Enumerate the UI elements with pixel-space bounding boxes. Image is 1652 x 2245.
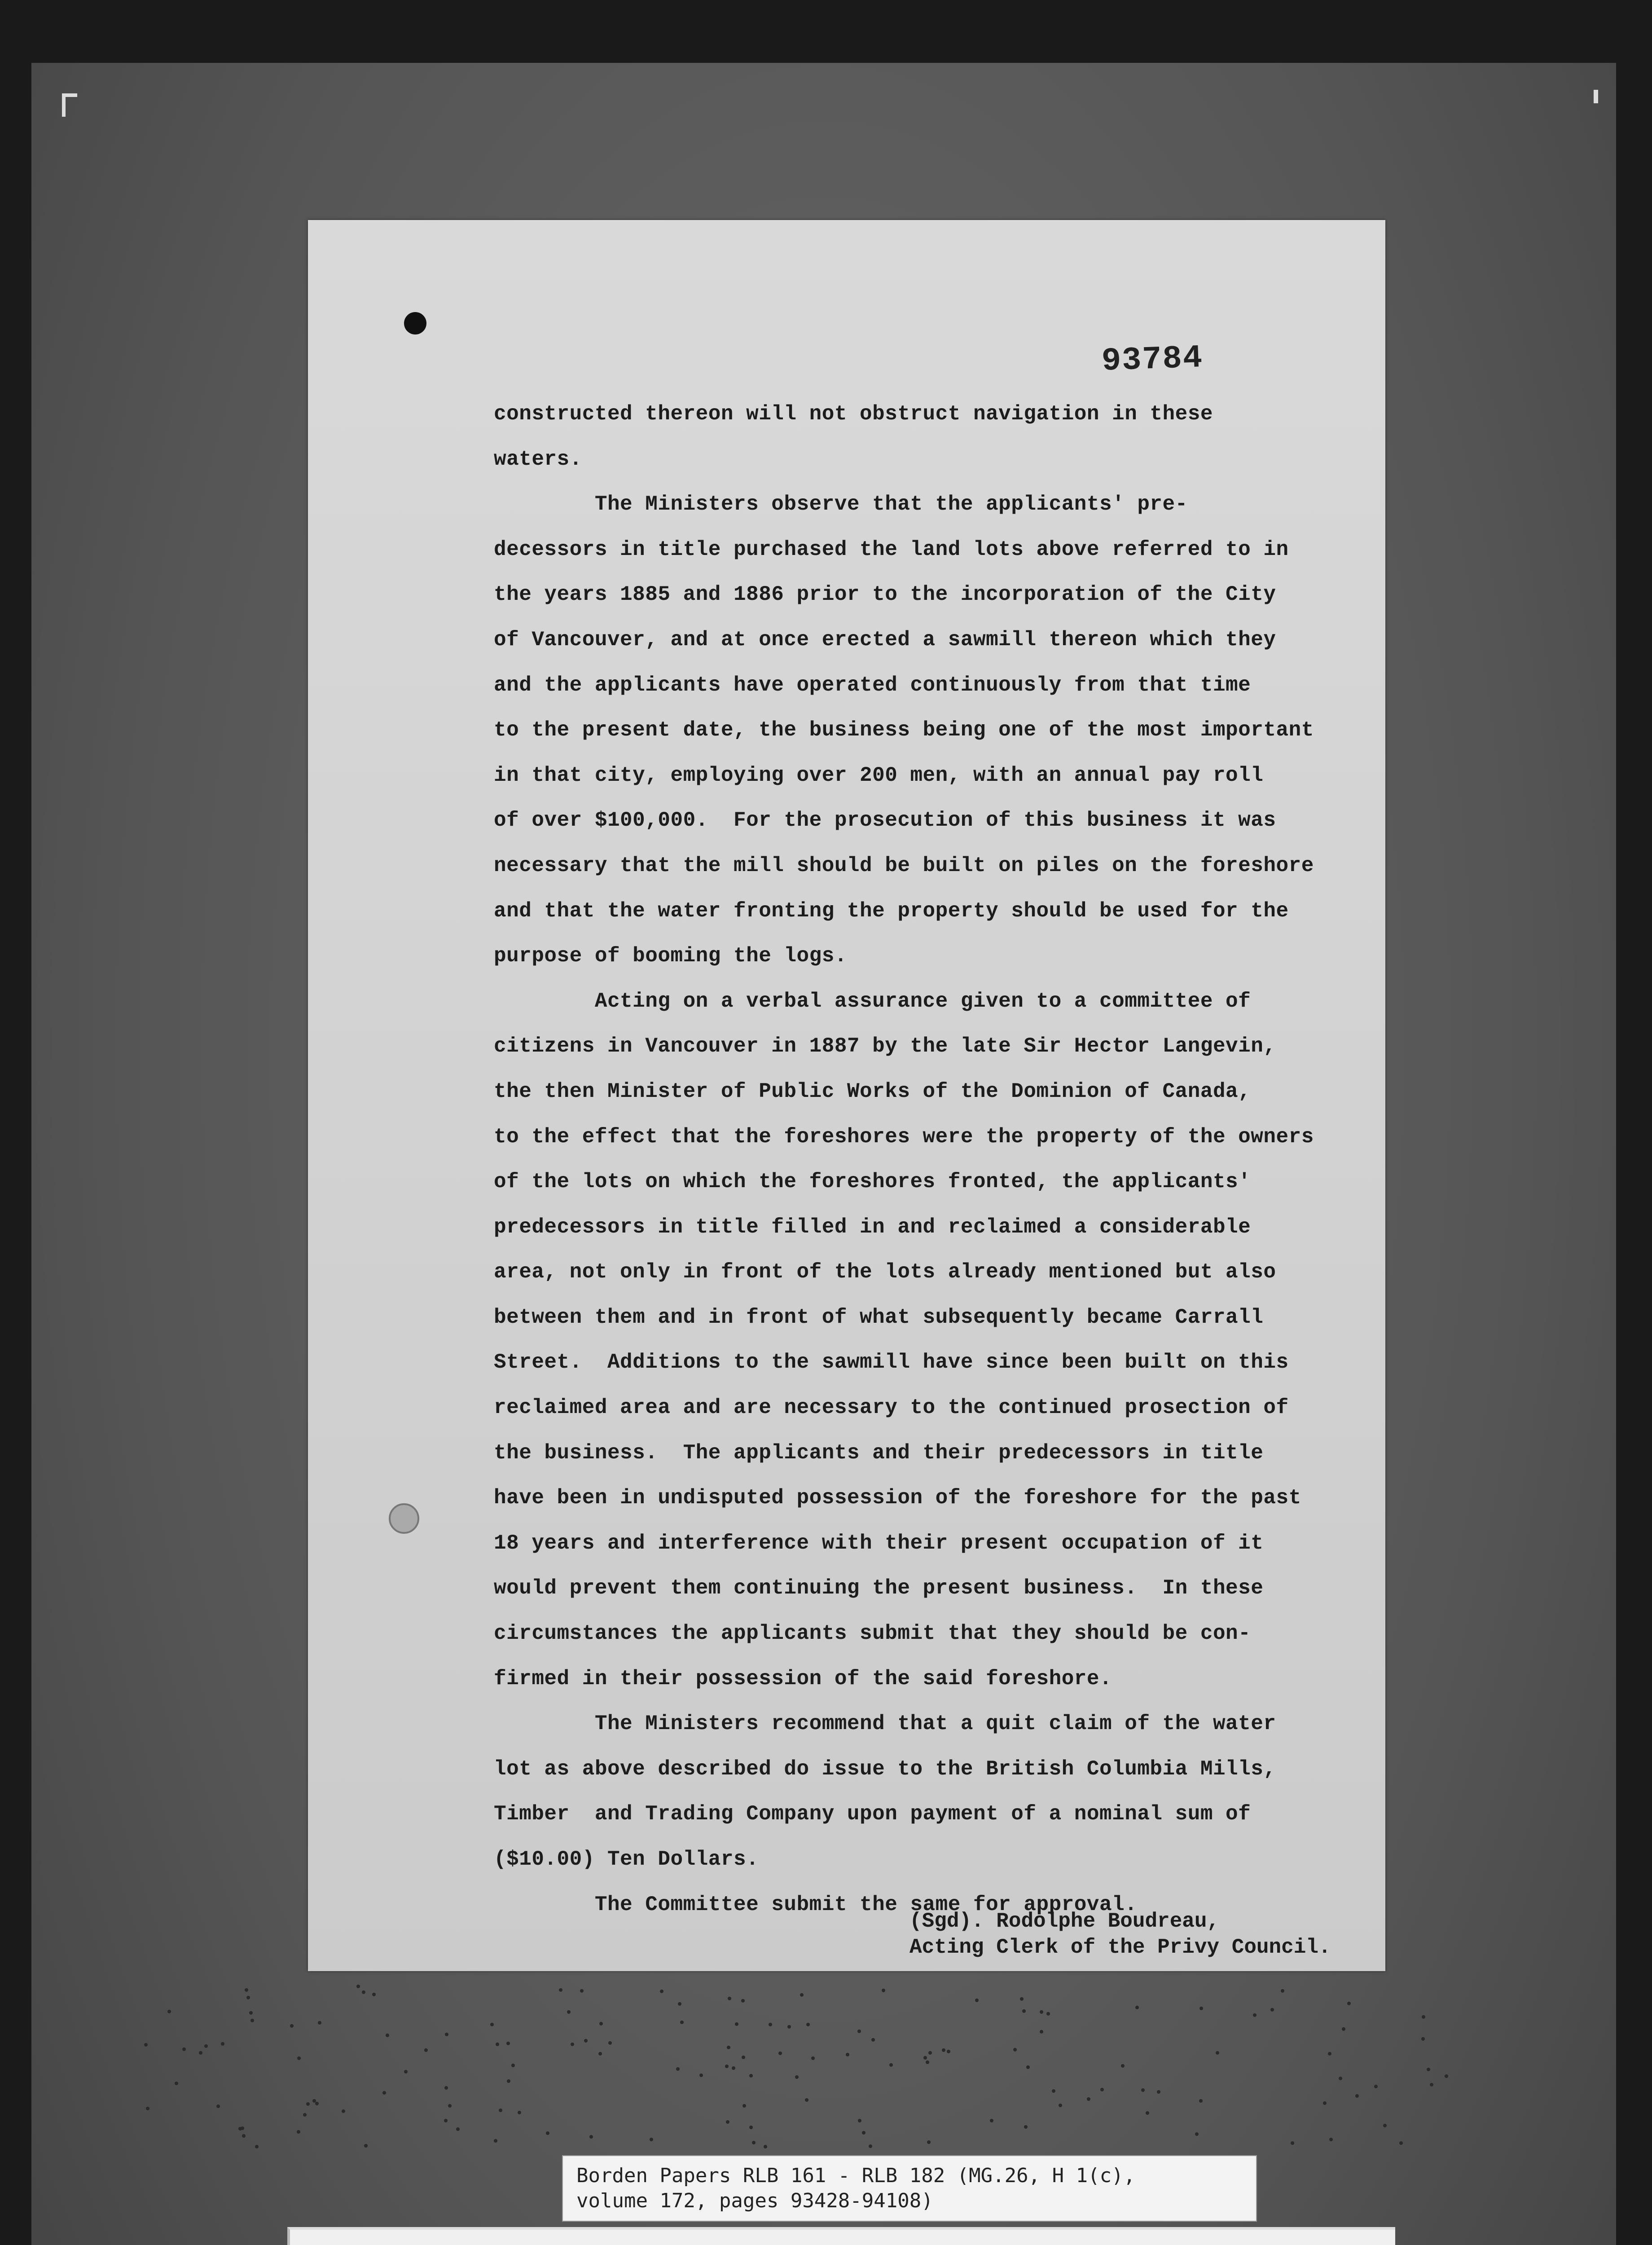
text-line: of Vancouver, and at once erected a sawmill thereon which they bbox=[494, 628, 1276, 651]
film-speck bbox=[1199, 2099, 1203, 2103]
text-line: waters. bbox=[494, 447, 582, 471]
film-speck bbox=[144, 2043, 148, 2047]
reference-line: Borden Papers RLB 161 - RLB 182 (MG.26, H 1(c), bbox=[576, 2164, 1136, 2187]
film-speck bbox=[1422, 2015, 1425, 2019]
film-speck bbox=[871, 2038, 875, 2042]
film-speck bbox=[927, 2140, 931, 2144]
film-speck bbox=[362, 1990, 365, 1994]
text-line: area, not only in front of the lots already mentioned but also bbox=[494, 1260, 1276, 1284]
page-number: 93784 bbox=[1101, 339, 1204, 380]
film-speck bbox=[571, 2043, 574, 2046]
film-speck bbox=[882, 1989, 885, 1992]
film-speck bbox=[255, 2145, 259, 2148]
film-speck bbox=[242, 2134, 246, 2138]
film-speck bbox=[318, 2021, 321, 2025]
film-speck bbox=[297, 2056, 301, 2060]
reference-line: volume 172, pages 93428-94108) bbox=[576, 2189, 933, 2212]
film-speck bbox=[1146, 2111, 1149, 2115]
film-speck bbox=[800, 1993, 804, 1997]
text-line: would prevent them continuing the present business. In these bbox=[494, 1576, 1264, 1600]
film-speck bbox=[306, 2102, 310, 2106]
film-speck bbox=[1339, 2077, 1342, 2080]
film-speck bbox=[1328, 2052, 1331, 2056]
film-speck bbox=[1195, 2132, 1199, 2136]
film-speck bbox=[928, 2051, 932, 2055]
text-line: and that the water fronting the property should be used for the bbox=[494, 899, 1289, 923]
film-speck bbox=[490, 2023, 494, 2026]
film-speck bbox=[559, 1988, 562, 1992]
text-line: to the present date, the business being one of the most important bbox=[494, 718, 1314, 742]
film-speck bbox=[238, 2127, 242, 2131]
text-line: between them and in front of what subsequently became Carrall bbox=[494, 1305, 1264, 1329]
film-speck bbox=[1291, 2141, 1294, 2145]
film-speck bbox=[1347, 2002, 1351, 2005]
film-speck bbox=[356, 1985, 360, 1988]
film-speck bbox=[1374, 2085, 1378, 2088]
film-speck bbox=[167, 2010, 171, 2013]
film-speck bbox=[584, 2039, 588, 2043]
film-speck bbox=[404, 2070, 408, 2073]
film-speck bbox=[1216, 2051, 1219, 2055]
film-speck bbox=[1141, 2088, 1145, 2092]
film-speck bbox=[204, 2044, 208, 2048]
film-speck bbox=[749, 2074, 753, 2078]
film-speck bbox=[735, 2022, 738, 2026]
film-speck bbox=[1026, 2065, 1030, 2069]
film-speck bbox=[1052, 2089, 1055, 2093]
text-line: The Committee submit the same for approval. bbox=[494, 1893, 1138, 1916]
text-line: to the effect that the foreshores were the property of the owners bbox=[494, 1125, 1314, 1149]
film-speck bbox=[660, 1990, 663, 1993]
film-speck bbox=[743, 2104, 746, 2108]
film-speck bbox=[1253, 2013, 1257, 2017]
archive-stamp-card bbox=[287, 2227, 1395, 2245]
text-line: in that city, employing over 200 men, with an annual pay roll bbox=[494, 763, 1264, 787]
body-text bbox=[494, 392, 1347, 1927]
text-line: and the applicants have operated continuously from that time bbox=[494, 673, 1251, 697]
frame-corner-mark-right bbox=[1594, 90, 1598, 103]
text-line: ($10.00) Ten Dollars. bbox=[494, 1848, 759, 1871]
film-speck bbox=[507, 2079, 510, 2083]
film-speck bbox=[1157, 2090, 1160, 2094]
film-speck bbox=[546, 2131, 549, 2135]
film-speck bbox=[221, 2042, 224, 2046]
film-speck bbox=[1135, 2006, 1139, 2009]
film-speck bbox=[290, 2024, 294, 2028]
signature-name: (Sgd). Rodolphe Boudreau, bbox=[909, 1910, 1220, 1933]
text-line: of over $100,000. For the prosecution of this business it was bbox=[494, 809, 1276, 832]
film-speck bbox=[1355, 2094, 1359, 2098]
film-speck bbox=[699, 2073, 703, 2077]
film-speck bbox=[448, 2104, 452, 2108]
text-line: predecessors in title filled in and reclaimed a considerable bbox=[494, 1215, 1251, 1239]
film-speck bbox=[1100, 2088, 1104, 2091]
film-speck bbox=[146, 2107, 149, 2110]
text-line: necessary that the mill should be built on piles on the foreshore bbox=[494, 854, 1314, 877]
film-speck bbox=[424, 2048, 428, 2052]
film-speck bbox=[778, 2051, 782, 2055]
film-speck bbox=[990, 2119, 993, 2122]
film-speck bbox=[728, 1997, 731, 2000]
text-line: The Ministers observe that the applicants' pre- bbox=[494, 493, 1188, 516]
text-line: The Ministers recommend that a quit claim of the water bbox=[494, 1712, 1276, 1736]
frame-corner-mark bbox=[62, 93, 77, 117]
film-speck bbox=[926, 2060, 929, 2064]
film-speck bbox=[445, 2033, 448, 2036]
film-speck bbox=[726, 2120, 729, 2124]
film-speck bbox=[580, 1989, 584, 1993]
film-speck bbox=[372, 1993, 376, 1996]
film-speck bbox=[805, 2098, 808, 2102]
film-speck bbox=[499, 2109, 502, 2112]
film-speck bbox=[1013, 2048, 1017, 2051]
film-speck bbox=[342, 2109, 345, 2113]
film-speck bbox=[752, 2141, 756, 2144]
film-speck bbox=[749, 2126, 753, 2129]
film-speck bbox=[250, 2019, 254, 2022]
film-speck bbox=[245, 1988, 248, 1992]
film-speck bbox=[182, 2047, 186, 2051]
text-line: Street. Additions to the sawmill have since been built on this bbox=[494, 1351, 1289, 1374]
film-speck bbox=[444, 2086, 448, 2090]
text-line: reclaimed area and are necessary to the continued prosection of bbox=[494, 1396, 1289, 1420]
film-speck bbox=[1430, 2083, 1433, 2087]
text-line: the business. The applicants and their predecessors in title bbox=[494, 1441, 1264, 1465]
film-speck bbox=[496, 2043, 499, 2046]
punch-hole bbox=[389, 1503, 419, 1534]
text-line: Acting on a verbal assurance given to a committee of bbox=[494, 989, 1251, 1013]
text-line: the years 1885 and 1886 prior to the incorporation of the City bbox=[494, 583, 1276, 607]
film-speck bbox=[764, 2145, 767, 2148]
film-speck bbox=[678, 2002, 681, 2006]
text-line: the then Minister of Public Works of the Dominion of Canada, bbox=[494, 1079, 1251, 1103]
film-speck bbox=[1323, 2101, 1327, 2105]
film-speck bbox=[889, 2063, 893, 2067]
film-speck bbox=[1024, 2125, 1028, 2129]
film-speck bbox=[382, 2091, 386, 2095]
signature-block bbox=[909, 1908, 1376, 1960]
film-speck bbox=[1199, 2007, 1203, 2010]
film-speck bbox=[727, 2046, 730, 2049]
text-line: purpose of booming the logs. bbox=[494, 944, 847, 968]
film-speck bbox=[1022, 2009, 1026, 2013]
film-speck bbox=[444, 2119, 448, 2122]
film-speck bbox=[1383, 2124, 1387, 2127]
text-line: of the lots on which the foreshores fronted, the applicants' bbox=[494, 1170, 1251, 1194]
film-speck bbox=[199, 2051, 202, 2055]
film-speck bbox=[1087, 2097, 1090, 2101]
text-line: lot as above described do issue to the British Columbia Mills, bbox=[494, 1757, 1276, 1781]
film-speck bbox=[1281, 1989, 1284, 1993]
film-speck bbox=[1445, 2074, 1448, 2078]
film-speck bbox=[650, 2138, 653, 2141]
film-speck bbox=[1040, 2030, 1043, 2034]
film-speck bbox=[862, 2131, 866, 2135]
film-speck bbox=[1059, 2104, 1062, 2107]
film-speck bbox=[297, 2130, 300, 2134]
text-line: 18 years and interference with their present occupation of it bbox=[494, 1531, 1264, 1555]
text-line: firmed in their possession of the said foreshore. bbox=[494, 1667, 1112, 1690]
film-speck bbox=[1329, 2138, 1333, 2141]
film-speck bbox=[1040, 2010, 1043, 2014]
film-speck bbox=[1421, 2037, 1425, 2041]
film-speck bbox=[1020, 1997, 1024, 2001]
reference-label bbox=[562, 2155, 1257, 2222]
film-edge-left bbox=[0, 0, 31, 2245]
film-speck bbox=[303, 2113, 307, 2117]
film-speck bbox=[676, 2067, 680, 2071]
film-speck bbox=[364, 2144, 368, 2148]
film-speck bbox=[1046, 2012, 1050, 2016]
text-line: decessors in title purchased the land lots above referred to in bbox=[494, 537, 1289, 561]
film-speck bbox=[975, 1998, 979, 2002]
film-speck bbox=[1399, 2141, 1403, 2145]
film-speck bbox=[923, 2056, 927, 2060]
signature-title: Acting Clerk of the Privy Council. bbox=[909, 1936, 1331, 1959]
film-edge-right bbox=[1616, 0, 1652, 2245]
film-speck bbox=[1342, 2027, 1345, 2031]
film-speck bbox=[811, 2056, 815, 2060]
text-line: circumstances the applicants submit that they should be con- bbox=[494, 1622, 1251, 1646]
film-speck bbox=[769, 2023, 772, 2026]
film-speck bbox=[246, 1996, 250, 1999]
text-line: Timber and Trading Company upon payment of a nominal sum of bbox=[494, 1802, 1251, 1826]
film-speck bbox=[1121, 2064, 1125, 2068]
film-speck bbox=[1427, 2068, 1430, 2071]
film-speck bbox=[732, 2066, 735, 2070]
film-speck bbox=[315, 2102, 319, 2105]
film-speck bbox=[725, 2065, 729, 2068]
film-speck bbox=[1270, 2008, 1274, 2012]
film-speck bbox=[858, 2119, 861, 2122]
film-speck bbox=[608, 2041, 612, 2045]
film-speck bbox=[942, 2048, 945, 2052]
film-speck bbox=[589, 2135, 593, 2139]
film-speck bbox=[456, 2127, 460, 2131]
film-speck bbox=[511, 2064, 515, 2067]
film-speck bbox=[742, 2056, 745, 2059]
film-speck bbox=[312, 2099, 316, 2103]
film-speck bbox=[249, 2011, 253, 2015]
film-speck bbox=[787, 2025, 791, 2029]
film-speck bbox=[869, 2144, 872, 2148]
film-speck bbox=[216, 2104, 220, 2108]
film-speck bbox=[795, 2075, 799, 2079]
film-speck bbox=[175, 2082, 178, 2085]
punch-hole bbox=[404, 312, 426, 335]
film-speck bbox=[741, 1999, 745, 2003]
film-speck bbox=[506, 2042, 510, 2045]
film-edge-top bbox=[0, 0, 1652, 63]
film-speck bbox=[857, 2029, 861, 2033]
film-speck bbox=[806, 2023, 810, 2026]
text-line: have been in undisputed possession of the foreshore for the past bbox=[494, 1486, 1301, 1510]
film-speck bbox=[846, 2053, 849, 2056]
film-speck bbox=[598, 2052, 602, 2056]
film-speck bbox=[386, 2034, 389, 2037]
film-speck bbox=[567, 2010, 571, 2014]
text-line: constructed thereon will not obstruct navigation in these bbox=[494, 402, 1213, 426]
film-speck bbox=[494, 2139, 497, 2143]
document-page bbox=[308, 220, 1385, 1971]
film-speck bbox=[947, 2050, 950, 2053]
film-speck bbox=[680, 2020, 684, 2024]
film-speck bbox=[599, 2022, 603, 2025]
text-line: citizens in Vancouver in 1887 by the late Sir Hector Langevin, bbox=[494, 1034, 1276, 1058]
film-speck bbox=[518, 2111, 521, 2114]
